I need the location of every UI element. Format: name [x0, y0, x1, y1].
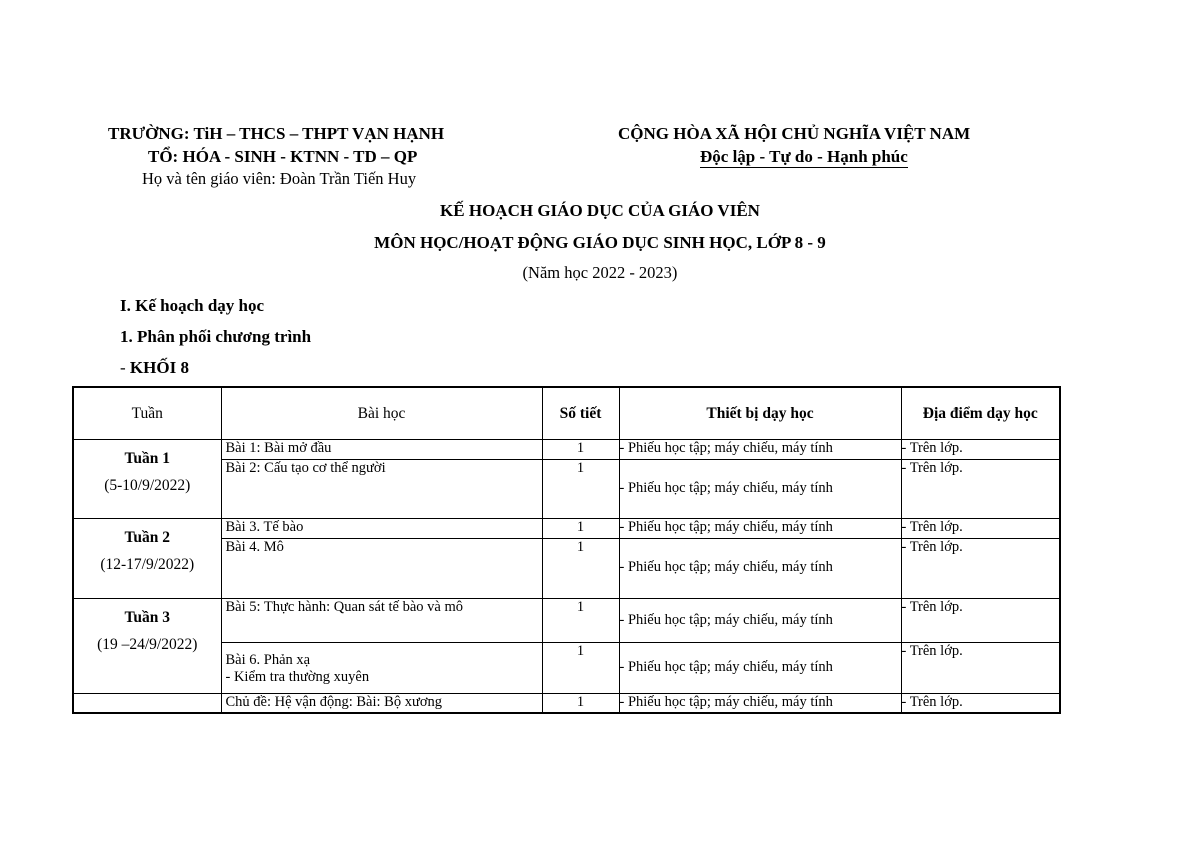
lesson-extra: - Kiểm tra thường xuyên: [225, 668, 370, 685]
table-row: [73, 598, 1060, 642]
lesson-cell: Bài 1: Bài mở đầu: [221, 439, 542, 459]
school-year: (Năm học 2022 - 2023): [522, 263, 678, 282]
week-cell-empty: [73, 693, 221, 713]
table-header-row: [73, 387, 1060, 439]
lesson-text: Bài 6. Phản xạ: [225, 651, 311, 668]
table-row: [73, 693, 1060, 713]
header-location: Địa điểm dạy học: [901, 387, 1060, 439]
location-cell: - Trên lớp.: [901, 598, 1060, 642]
week-label: Tuần 3: [124, 608, 171, 626]
periods-cell: 1: [542, 439, 619, 459]
week-label: Tuần 1: [124, 449, 171, 467]
location-cell: - Trên lớp.: [901, 439, 1060, 459]
header-periods: Số tiết: [542, 387, 619, 439]
periods-cell: 1: [542, 459, 619, 518]
table-row: [73, 538, 1060, 598]
equipment-cell: [619, 538, 901, 598]
section-teaching-plan: I. Kế hoạch dạy học: [120, 296, 265, 315]
teacher-name: Họ và tên giáo viên: Đoàn Trần Tiến Huy: [142, 169, 417, 188]
equipment-cell: - Phiếu học tập; máy chiếu, máy tính: [619, 439, 901, 459]
plan-title: KẾ HOẠCH GIÁO DỤC CỦA GIÁO VIÊN: [440, 201, 760, 220]
location-cell: - Trên lớp.: [901, 518, 1060, 538]
department-name: TỔ: HÓA - SINH - KTNN - TD – QP: [148, 147, 418, 166]
lesson-cell: Bài 2: Cấu tạo cơ thể người: [221, 459, 542, 518]
header-week: Tuần: [73, 387, 221, 439]
table-row: [73, 642, 1060, 693]
week-cell: [73, 518, 221, 598]
equipment-text: - Phiếu học tập; máy chiếu, máy tính: [619, 479, 833, 496]
lesson-cell: [221, 642, 542, 693]
motto-text: Độc lập - Tự do - Hạnh phúc: [700, 147, 908, 166]
week-cell: [73, 598, 221, 693]
lesson-cell: Bài 5: Thực hành: Quan sát tế bào và mô: [221, 598, 542, 642]
equipment-cell: [619, 459, 901, 518]
equipment-cell: [619, 598, 901, 642]
header-equipment: Thiết bị dạy học: [619, 387, 901, 439]
table-row: [73, 439, 1060, 459]
lesson-cell: Bài 3. Tế bào: [221, 518, 542, 538]
nation-title: CỘNG HÒA XÃ HỘI CHỦ NGHĨA VIỆT NAM: [618, 124, 971, 143]
week-label: Tuần 2: [124, 528, 171, 546]
motto: [700, 147, 908, 167]
periods-cell: 1: [542, 642, 619, 693]
location-cell: - Trên lớp.: [901, 459, 1060, 518]
school-name: TRƯỜNG: TiH – THCS – THPT VẠN HẠNH: [108, 124, 445, 143]
table-row: [73, 459, 1060, 518]
week-cell: [73, 439, 221, 518]
week-dates: (5-10/9/2022): [104, 476, 191, 494]
equipment-text: - Phiếu học tập; máy chiếu, máy tính: [619, 611, 833, 628]
periods-cell: 1: [542, 693, 619, 713]
lesson-cell: Bài 4. Mô: [221, 538, 542, 598]
program-table: [72, 386, 1061, 714]
subject-title: MÔN HỌC/HOẠT ĐỘNG GIÁO DỤC SINH HỌC, LỚP 8 - 9: [374, 233, 826, 252]
location-cell: - Trên lớp.: [901, 642, 1060, 693]
periods-cell: 1: [542, 518, 619, 538]
week-dates: (12-17/9/2022): [100, 555, 195, 573]
lesson-cell: Chủ đề: Hệ vận động: Bài: Bộ xương: [221, 693, 542, 713]
equipment-text: - Phiếu học tập; máy chiếu, máy tính: [619, 558, 833, 575]
section-grade: [120, 358, 189, 378]
location-cell: - Trên lớp.: [901, 693, 1060, 713]
grade-prefix: -: [120, 358, 130, 377]
equipment-cell: - Phiếu học tập; máy chiếu, máy tính: [619, 518, 901, 538]
table-row: [73, 518, 1060, 538]
periods-cell: 1: [542, 598, 619, 642]
location-cell: - Trên lớp.: [901, 538, 1060, 598]
periods-cell: 1: [542, 538, 619, 598]
grade-label: KHỐI 8: [129, 358, 189, 377]
week-dates: (19 –24/9/2022): [97, 635, 198, 653]
equipment-cell: - Phiếu học tập; máy chiếu, máy tính: [619, 693, 901, 713]
section-program-distribution: 1. Phân phối chương trình: [120, 327, 312, 346]
equipment-cell: [619, 642, 901, 693]
header-lesson: Bài học: [221, 387, 542, 439]
equipment-text: - Phiếu học tập; máy chiếu, máy tính: [619, 658, 833, 675]
